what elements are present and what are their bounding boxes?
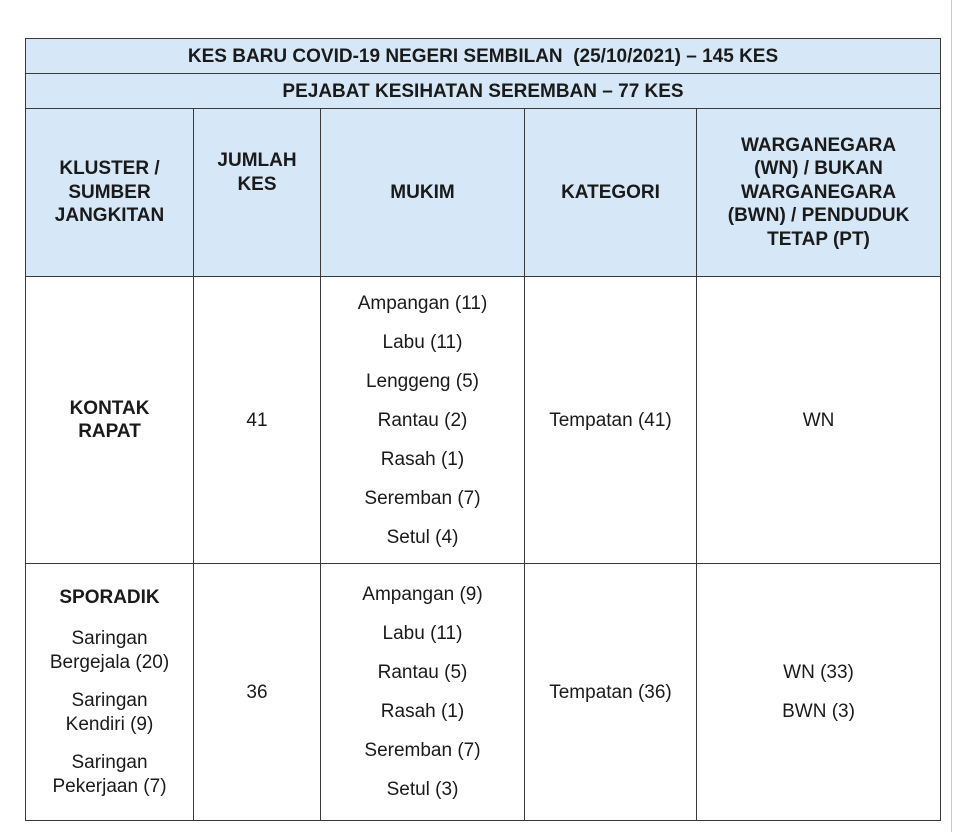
cell-warganegara bbox=[697, 564, 941, 821]
header-kategori: KATEGORI bbox=[525, 109, 697, 277]
source-item-line: Kendiri (9) bbox=[65, 713, 154, 735]
cell-kategori: Tempatan (41) bbox=[525, 277, 697, 564]
mukim-item: Seremban (7) bbox=[364, 740, 481, 761]
cell-jumlah: 36 bbox=[194, 564, 321, 821]
source-item-line: Pekerjaan (7) bbox=[52, 775, 167, 797]
mukim-item: Ampangan (11) bbox=[357, 292, 488, 314]
source-item bbox=[32, 689, 187, 737]
header-kluster bbox=[26, 109, 194, 277]
cell-source bbox=[26, 277, 194, 564]
mukim-item: Rasah (1) bbox=[380, 448, 465, 470]
header-warganegara-line: WARGANEGARA bbox=[740, 181, 897, 203]
table-title: KES BARU COVID-19 NEGERI SEMBILAN (25/10/2021) – 145 KES bbox=[26, 39, 941, 74]
source-item-line: Saringan bbox=[71, 751, 148, 773]
header-warganegara-line: (WN) / BUKAN bbox=[754, 158, 883, 180]
table-row bbox=[26, 564, 941, 821]
mukim-item: Setul (4) bbox=[386, 526, 459, 548]
source-title: SPORADIK bbox=[59, 586, 160, 608]
source-item bbox=[32, 627, 187, 675]
header-warganegara-line: WARGANEGARA bbox=[740, 134, 897, 156]
source-item-line: Saringan bbox=[71, 689, 148, 711]
header-jumlah bbox=[194, 109, 321, 277]
header-kluster-line: SUMBER bbox=[68, 181, 151, 203]
table-row bbox=[26, 277, 941, 564]
mukim-item: Labu (11) bbox=[382, 331, 463, 353]
warganegara-item: WN (33) bbox=[783, 662, 854, 683]
cell-mukim bbox=[321, 564, 525, 821]
mukim-item: Rantau (2) bbox=[377, 409, 468, 431]
header-jumlah-line: JUMLAH bbox=[217, 150, 297, 171]
header-mukim: MUKIM bbox=[321, 109, 525, 277]
mukim-item: Ampangan (9) bbox=[362, 584, 483, 605]
mukim-item: Setul (3) bbox=[386, 779, 459, 800]
header-warganegara bbox=[697, 109, 941, 277]
mukim-item: Labu (11) bbox=[382, 623, 463, 644]
table-subtitle: PEJABAT KESIHATAN SEREMBAN – 77 KES bbox=[26, 74, 941, 109]
mukim-item: Rasah (1) bbox=[380, 701, 465, 722]
mukim-item: Lenggeng (5) bbox=[365, 370, 480, 392]
header-warganegara-line: (BWN) / PENDUDUK bbox=[727, 205, 910, 227]
cell-kategori: Tempatan (36) bbox=[525, 564, 697, 821]
page-edge-divider bbox=[951, 0, 952, 832]
source-item bbox=[32, 751, 187, 799]
header-kluster-line: KLUSTER / bbox=[59, 158, 160, 180]
header-jumlah-line: KES bbox=[237, 173, 277, 195]
covid-cases-table bbox=[25, 38, 941, 821]
header-kluster-line: JANGKITAN bbox=[54, 205, 165, 227]
cell-jumlah: 41 bbox=[194, 277, 321, 564]
warganegara-item: WN bbox=[802, 409, 835, 431]
cell-mukim bbox=[321, 277, 525, 564]
source-line: KONTAK bbox=[69, 397, 150, 419]
mukim-item: Seremban (7) bbox=[364, 487, 481, 509]
source-item-line: Saringan bbox=[71, 627, 148, 649]
cell-source bbox=[26, 564, 194, 821]
mukim-item: Rantau (5) bbox=[377, 662, 468, 683]
subtitle-row bbox=[26, 74, 941, 109]
header-row bbox=[26, 109, 941, 277]
warganegara-item: BWN (3) bbox=[782, 701, 855, 722]
source-item-line: Bergejala (20) bbox=[49, 651, 170, 673]
source-line: RAPAT bbox=[78, 421, 141, 442]
header-warganegara-line: TETAP (PT) bbox=[767, 228, 870, 250]
title-row bbox=[26, 39, 941, 74]
cell-warganegara bbox=[697, 277, 941, 564]
